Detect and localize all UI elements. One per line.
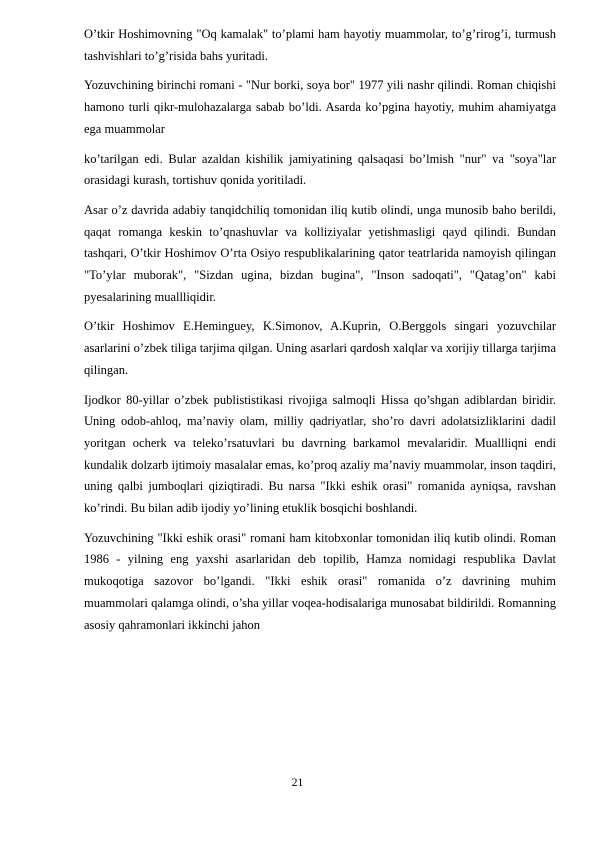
document-body — [84, 24, 556, 644]
paragraph-oq-kamalak: O’tkir Hoshimovning "Oq kamalak" to’plami ham hayotiy muammolar, to’g’rirog’i, turmush tashvishlari to’g’risida bahs yuritadi. — [84, 27, 556, 63]
page-number: 21 — [291, 777, 304, 789]
paragraph-criticism: Asar o’z davrida adabiy tanqidchiliq tomonidan iliq kutib olindi, unga munosib baho berildi, qaqat romanga keskin to’qnashuvlar va kolliziyalar yetishmasligi qayd qilindi. Bundan tashqari, O’tkir Hoshimov O’rta Osiyo respublikalarining qator teatrlarida namoyish qilingan "To’ylar muborak", "Sizdan ugina, bizdan bugina", "Inson sadoqati", "Qatag’on" kabi pyesalarining muallliqidir. — [84, 202, 556, 304]
paragraph-ikki-eshik-orasi: Yozuvchining "Ikki eshik orasi" romani ham kitobxonlar tomonidan iliq kutib olindi. Roman 1986 - yilning eng yaxshi asarlaridan deb topilib, Hamza nomidagi respublika Davlat mukoqotiga sazovor bo’lgandi. "Ikki eshik orasi" romanida o’z davrining muhim muammolari qalamga olindi, o’sha yillar voqea-hodisalariga munosabat bildirildi. Romanning asosiy qahramonlari ikkinchi jahon — [84, 530, 556, 632]
paragraph-nur-soya: ko’tarilgan edi. Bular azaldan kishilik jamiyatining qalsaqasi bo’lmish "nur" va "soya"lar orasidagi kurash, tortishuv qonida yoritiladi. — [84, 151, 556, 188]
paragraph-translations: O’tkir Hoshimov E.Heminguey, K.Simonov, A.Kuprin, O.Berggols singari yozuvchilar asarlarini o’zbek tiliga tarjima qilgan. Uning asarlari qardosh xalqlar va xorijiy tillarga tarjima qilingan. — [84, 319, 556, 377]
paragraph-publicistics: Ijodkor 80-yillar o’zbek publististikasi rivojiga salmoqli Hissa qo’shgan adiblardan biridir. Uning odob-ahloq, ma’naviy olam, milliy qadriyatlar, sho’ro davri adolatsizliklarini dadil yoritgan ocherk va teleko’rsatuvlari bu davrning barkamol mevalaridir. Muallliqni endi kundalik dolzarb ijtimoiy masalalar emas, ko’proq azaliy ma’naviy muammolar, inson taqdiri, uning qalbi jumboqlari qiziqtiradi. Bu narsa "Ikki eshik orasi" romanida ayniqsa, ravshan ko’rindi. Bu bilan adib ijodiy yo’lining etuklik bosqichi boshlandi. — [84, 392, 556, 516]
paragraph-first-novel: Yozuvchining birinchi romani - "Nur borki, soya bor" 1977 yili nashr qilindi. Roman chiqishi hamono turli qikr-mulohazalarga sabab bo’ldi. Asarda ko’pgina hayotiy, muhim ahamiyatga ega muammolar — [84, 78, 556, 136]
